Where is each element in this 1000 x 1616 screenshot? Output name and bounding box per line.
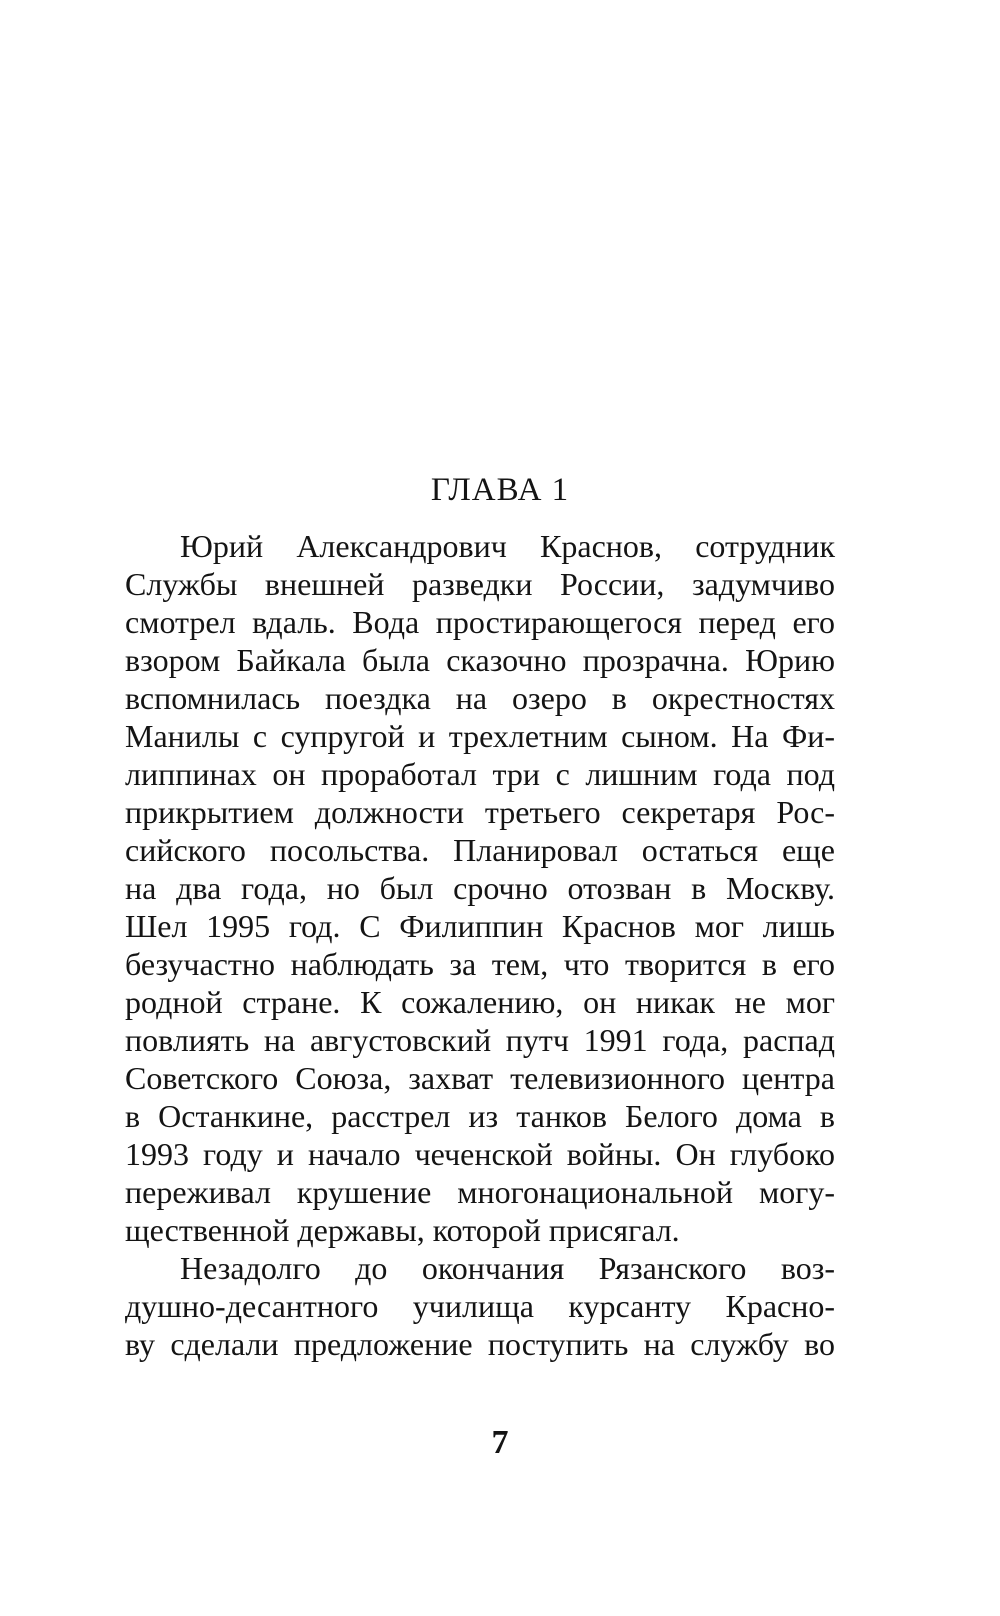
- text-line: Манилы с супругой и трехлетним сыном. На Фи-: [125, 718, 835, 754]
- text-line: Юрий Александрович Краснов, сотрудник: [180, 528, 835, 564]
- text-line: душно-десантного училища курсанту Красно-: [125, 1288, 835, 1324]
- page-number: 7: [491, 1424, 509, 1461]
- text-line: в Останкине, расстрел из танков Белого дома в: [125, 1098, 835, 1134]
- text-line: смотрел вдаль. Вода простирающегося перед его: [125, 604, 835, 640]
- text-line: вспомнилась поездка на озеро в окрестностях: [125, 680, 835, 716]
- text-line: прикрытием должности третьего секретаря Рос-: [125, 794, 835, 830]
- text-line: на два года, но был срочно отозван в Москву.: [125, 870, 835, 906]
- text-line: безучастно наблюдать за тем, что творится в его: [125, 946, 835, 982]
- text-line: взором Байкала была сказочно прозрачна. Юрию: [125, 642, 835, 678]
- text-line: родной стране. К сожалению, он никак не мог: [125, 984, 835, 1020]
- text-line: повлиять на августовский путч 1991 года, распад: [125, 1022, 835, 1058]
- chapter-title: ГЛАВА 1: [430, 472, 570, 508]
- text-line: липпинах он проработал три с лишним года под: [125, 756, 835, 792]
- text-line: Шел 1995 год. С Филиппин Краснов мог лишь: [125, 908, 835, 944]
- text-line: Советского Союза, захват телевизионного центра: [125, 1060, 835, 1096]
- text-line: Службы внешней разведки России, задумчиво: [125, 566, 835, 602]
- text-line: сийского посольства. Планировал остаться еще: [125, 832, 835, 868]
- text-line: щественной державы, которой присягал.: [125, 1212, 680, 1248]
- text-line: Незадолго до окончания Рязанского воз-: [180, 1250, 835, 1286]
- text-line: переживал крушение многонациональной могу-: [125, 1174, 835, 1210]
- text-line: 1993 году и начало чеченской войны. Он глубоко: [125, 1136, 835, 1172]
- text-line: ву сделали предложение поступить на службу во: [125, 1326, 835, 1362]
